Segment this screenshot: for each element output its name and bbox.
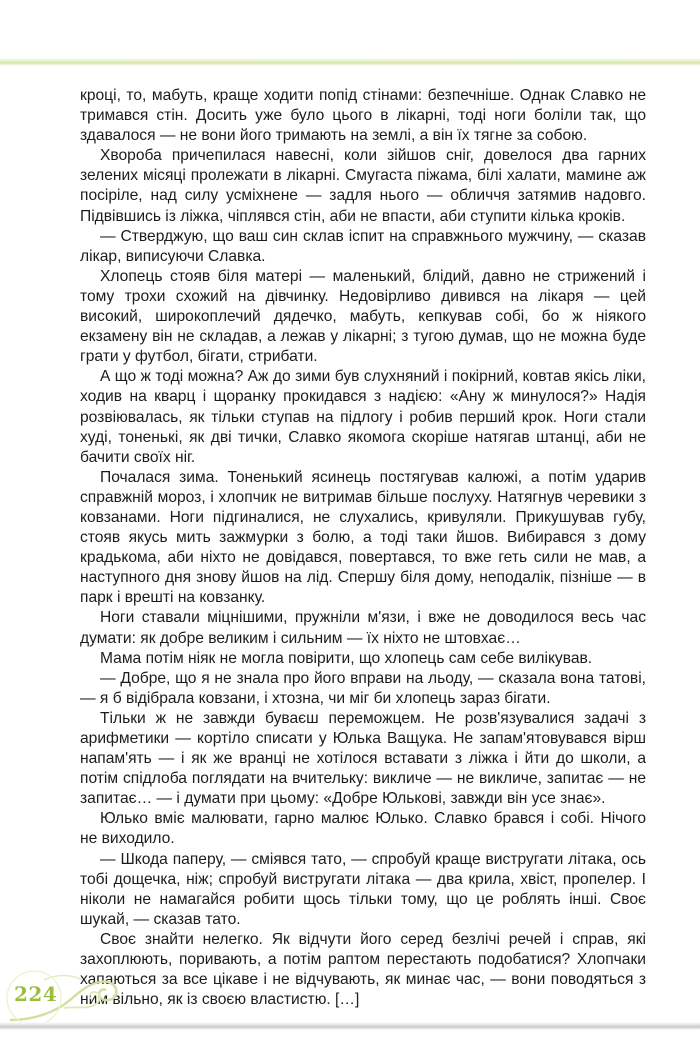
paragraph: А що ж тоді можна? Аж до зими був слухняний і покірний, ковтав якісь ліки, ходив на кварц і щоранку прокидався з надією: «Ану ж минулося?» Надія розвіювалась, як тільки ступав на підлогу і робив перший крок. Ноги стали худі, тоненькі, як дві тички, Славко якомога скоріше натягав штанці, аби не бачити своїх ніг. bbox=[80, 368, 646, 466]
paragraph: Хлопець стояв біля матері — маленький, блідий, давно не стрижений і тому трохи схожий на дівчинку. Недовірливо дивився на лікаря — цей високий, широкоплечий дядечко, мабуть, кепкував собі, бо ж ніякого екзамену він не складав, а лежав у лікарні; з тугою думав, що не можна буде грати у футбол, бігати, стрибати. bbox=[80, 267, 646, 366]
paragraph: — Добре, що я не знала про його вправи на льоду, — сказала вона татові, — я б відібрала ковзани, і хтозна, чи міг би хлопець зараз бігати. bbox=[80, 669, 646, 707]
paragraph: Своє знайти нелегко. Як відчути його серед безлічі речей і справ, які захоплюють, поривають, а потім раптом перестають подобатися? Хлопчаки хапаються за все цікаве і не відчувають, як минає час, — вони поводяться з ним вільно, як із своєю властистю. […] bbox=[80, 930, 646, 1009]
footer-rule bbox=[0, 1022, 700, 1030]
header-rule bbox=[0, 58, 700, 66]
paragraph: Тільки ж не завжди буваєш переможцем. Не розв'язувалися задачі з арифметики — кортіло списати у Юлька Ващука. Не запам'ятовувався вірш напам'ять — і як же вранці не хотілося вставати з ліжка і йти до школи, а потім спідлоба поглядати на вчительку: викличе — не викличе, запитає — не запитає… — і думати при цьому: «Добре Юлькові, завжди він усе знає». bbox=[80, 709, 646, 808]
paragraph: Юлько вміє малювати, гарно малює Юлько. Славко брався і собі. Нічого не виходило. bbox=[80, 810, 646, 848]
paragraph: Хвороба причепилася навесні, коли зійшов сніг, довелося два гарних зелених місяці пролежати в лікарні. Смугаста піжама, білі халати, мамине аж посіріле, над силу усміхнене — задля нього — обличчя затямив надовго. Підвівшись із ліжка, чіплявся стін, аби не впасти, аби ступити кілька кроків. bbox=[80, 147, 646, 225]
page-text bbox=[80, 86, 646, 1010]
paragraph: — Шкода паперу, — сміявся тато, — спробуй краще вистругати літака, ось тобі дощечка, ніж; спробуй вистругати літака — два крила, хвіст, пропелер. І ніколи не намагайся робити щось тільки тому, що це роблять інші. Своє шукай, — сказав тато. bbox=[80, 850, 646, 928]
page-footer bbox=[4, 968, 134, 1028]
paragraph: Ноги ставали міцнішими, пружніли м'язи, і вже не доводилося весь час думати: як добре великим і сильним — їх ніхто не штовхає… bbox=[80, 609, 646, 647]
paragraph: Мама потім ніяк не могла повірити, що хлопець сам себе вилікував. bbox=[100, 649, 593, 667]
page-number: 224 bbox=[14, 982, 58, 1006]
paragraph: Почалася зима. Тоненький ясинець постягував калюжі, а потім ударив справжній мороз, і хлопчик не витримав більше послуху. Натягнув черевики з ковзанами. Ноги підгиналися, не слухались, кривуляли. Прикушував губу, стояв якусь мить зажмурки з болю, а тоді таки йшов. Вибирався з дому крадькома, аби ніхто не довідався, повертався, то вже геть сили не мав, а наступного дня знову йшов на лід. Спершу біля дому, неподалік, пізніше — в парк і врешті на ковзанку. bbox=[80, 468, 646, 607]
paragraph: — Стверджую, що ваш син склав іспит на справжнього мужчину, — сказав лікар, виписуючи Славка. bbox=[80, 227, 646, 265]
paragraph: кроці, то, мабуть, краще ходити попід стінами: безпечніше. Однак Славко не тримався стін. Досить уже було цього в лікарні, тоді ноги боліли так, що здавалося — не вони його тримають на землі, а він їх тягне за собою. bbox=[80, 87, 646, 145]
